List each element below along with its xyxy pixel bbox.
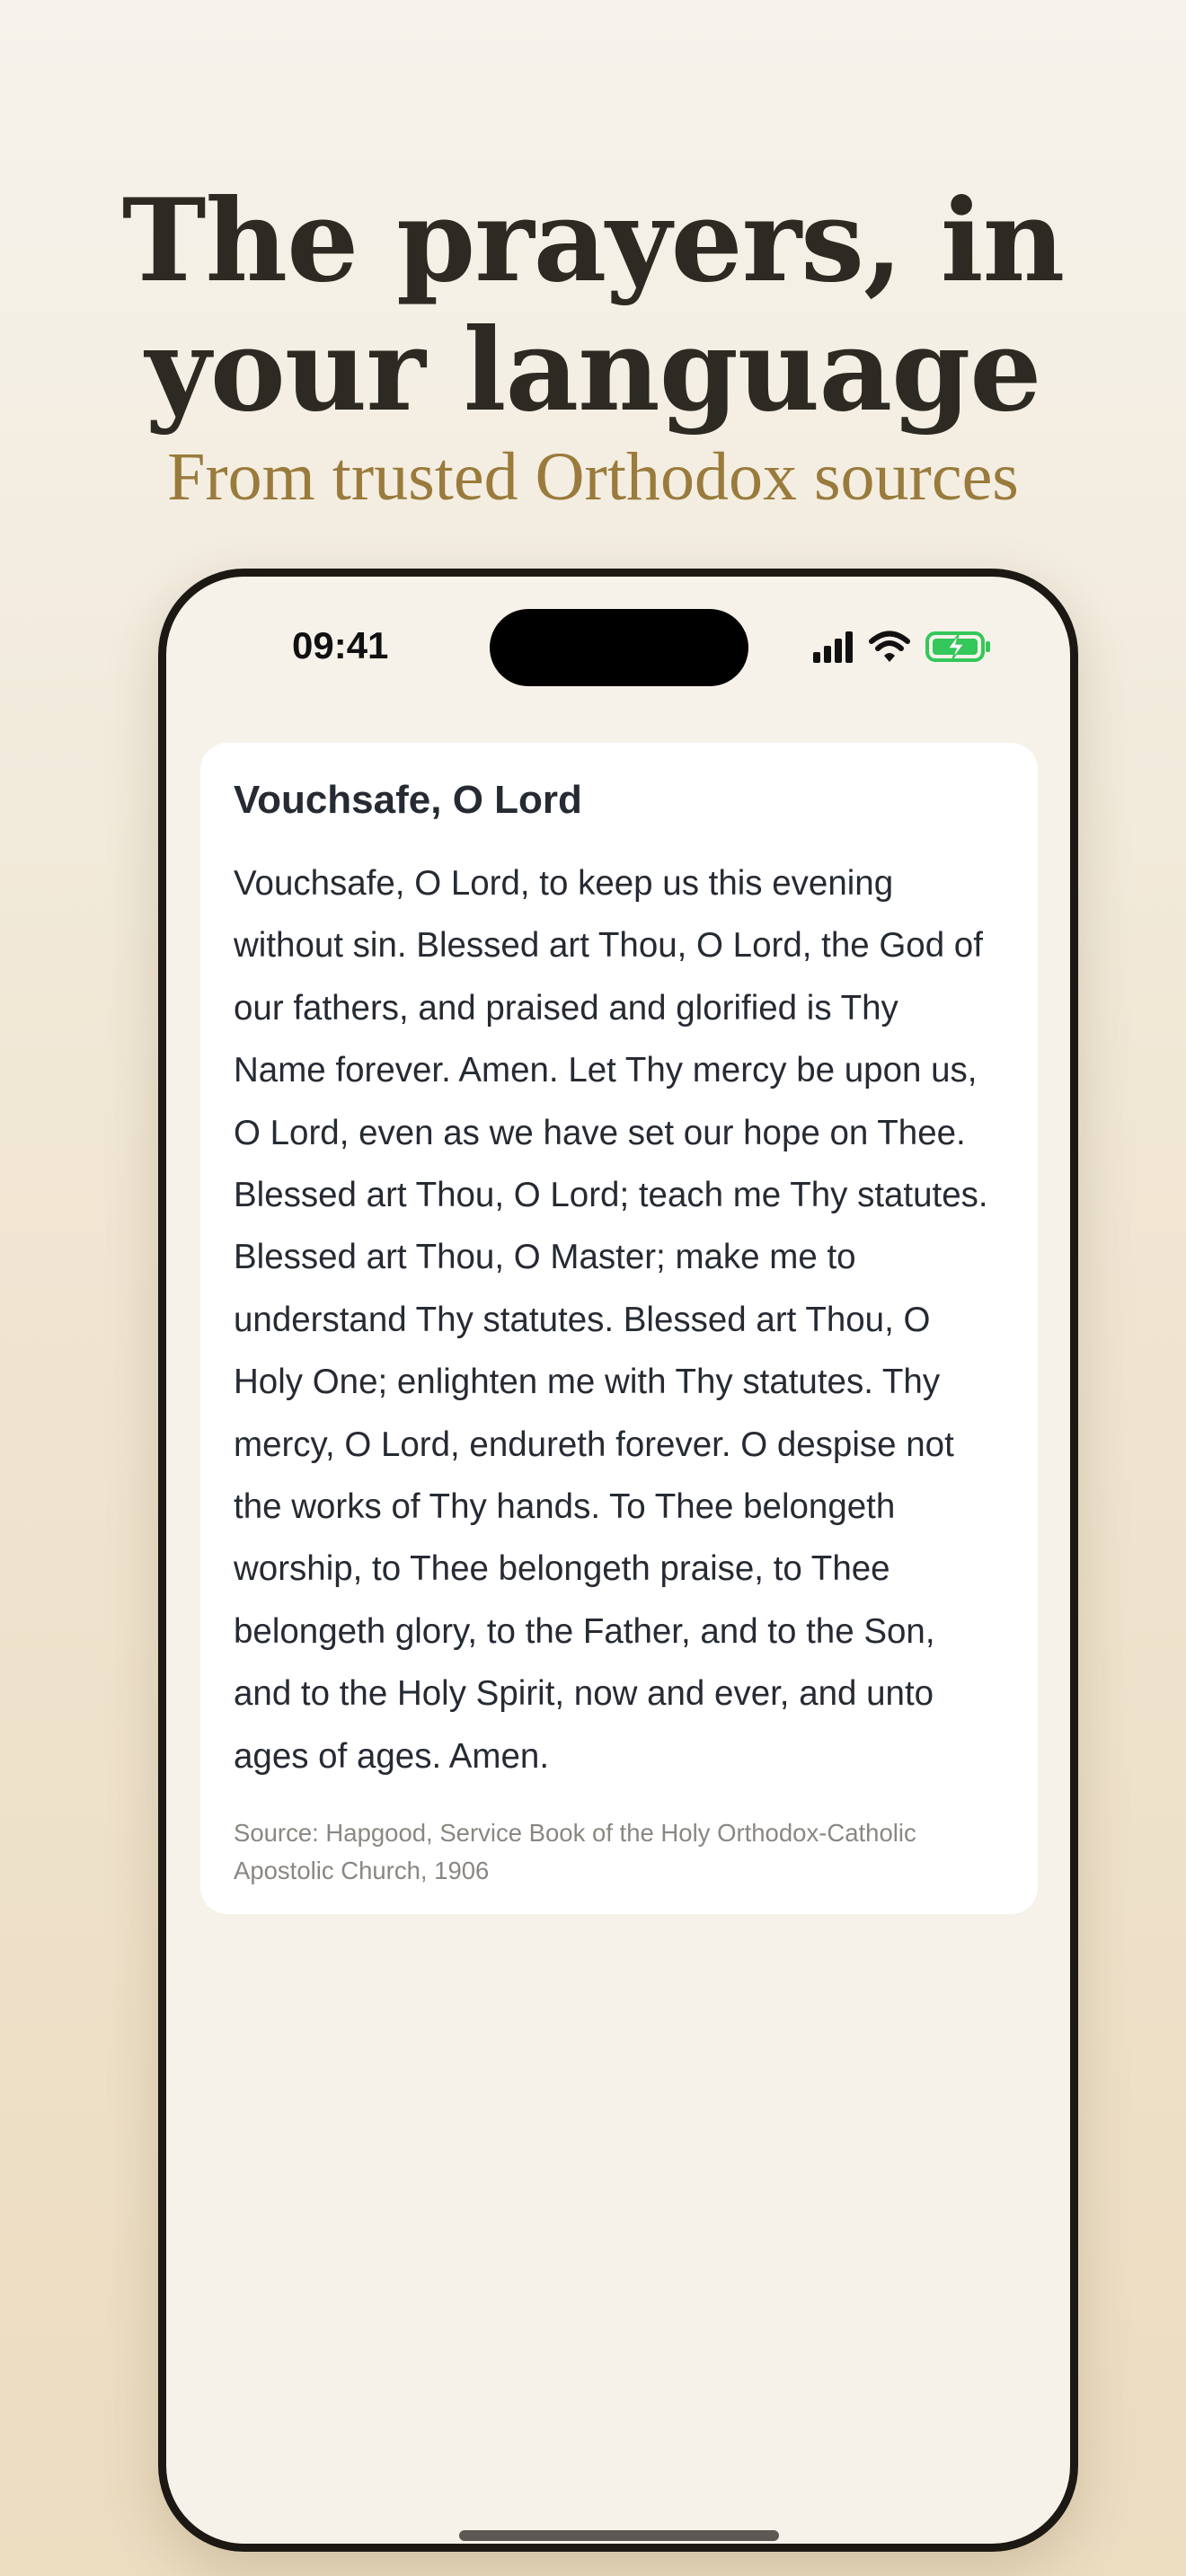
prayer-text-line: Blessed art Thou, O Master; make me to xyxy=(234,1238,856,1277)
headline xyxy=(0,176,1186,435)
phone-device-frame xyxy=(158,569,1078,2552)
prayer-text-line: belongeth glory, to the Father, and to the Son, xyxy=(234,1611,935,1651)
prayer-text-line: understand Thy statutes. Blessed art Thou, O xyxy=(234,1300,931,1339)
prayer-text-line: mercy, O Lord, endureth forever. O despise not xyxy=(234,1425,954,1464)
prayer-text-line: and to the Holy Spirit, now and ever, and unto xyxy=(234,1674,934,1714)
prayer-text-line: Vouchsafe, O Lord, to keep us this evening xyxy=(234,864,894,903)
prayer-text-line: worship, to Thee belongeth praise, to Thee xyxy=(234,1549,890,1589)
status-icons xyxy=(811,629,1002,665)
home-indicator[interactable] xyxy=(459,2530,779,2541)
headline-line: your language xyxy=(145,304,1041,437)
cellular-signal-icon xyxy=(811,629,858,665)
wifi-icon xyxy=(869,629,910,665)
status-bar xyxy=(166,577,1070,711)
prayer-source-line: Source: Hapgood, Service Book of the Holy Orthodox-Catholic xyxy=(234,1819,916,1848)
prayer-text-line: Blessed art Thou, O Lord; teach me Thy statutes. xyxy=(234,1176,988,1215)
prayer-text-line: without sin. Blessed art Thou, O Lord, the God of xyxy=(234,926,983,966)
prayer-text xyxy=(234,852,1005,1787)
prayer-text-line: Holy One; enlighten me with Thy statutes. Thy xyxy=(234,1363,941,1402)
prayer-card xyxy=(200,743,1038,1914)
prayer-text-line: O Lord, even as we have set our hope on Thee. xyxy=(234,1113,966,1152)
subheadline: From trusted Orthodox sources xyxy=(167,439,1019,515)
prayer-text-line: the works of Thy hands. To Thee belongeth xyxy=(234,1487,896,1527)
prayer-text-line: ages of ages. Amen. xyxy=(234,1736,550,1776)
prayer-source xyxy=(234,1814,1005,1890)
dynamic-island xyxy=(490,609,748,686)
prayer-text-line: Name forever. Amen. Let Thy mercy be upon us, xyxy=(234,1051,978,1090)
prayer-source-line: Apostolic Church, 1906 xyxy=(234,1857,490,1885)
status-time: 09:41 xyxy=(292,624,389,666)
battery-charging-icon xyxy=(925,629,993,665)
prayer-title: Vouchsafe, O Lord xyxy=(234,778,582,822)
headline-line: The prayers, in xyxy=(121,174,1065,307)
prayer-text-line: our fathers, and praised and glorified is Thy xyxy=(234,988,898,1028)
